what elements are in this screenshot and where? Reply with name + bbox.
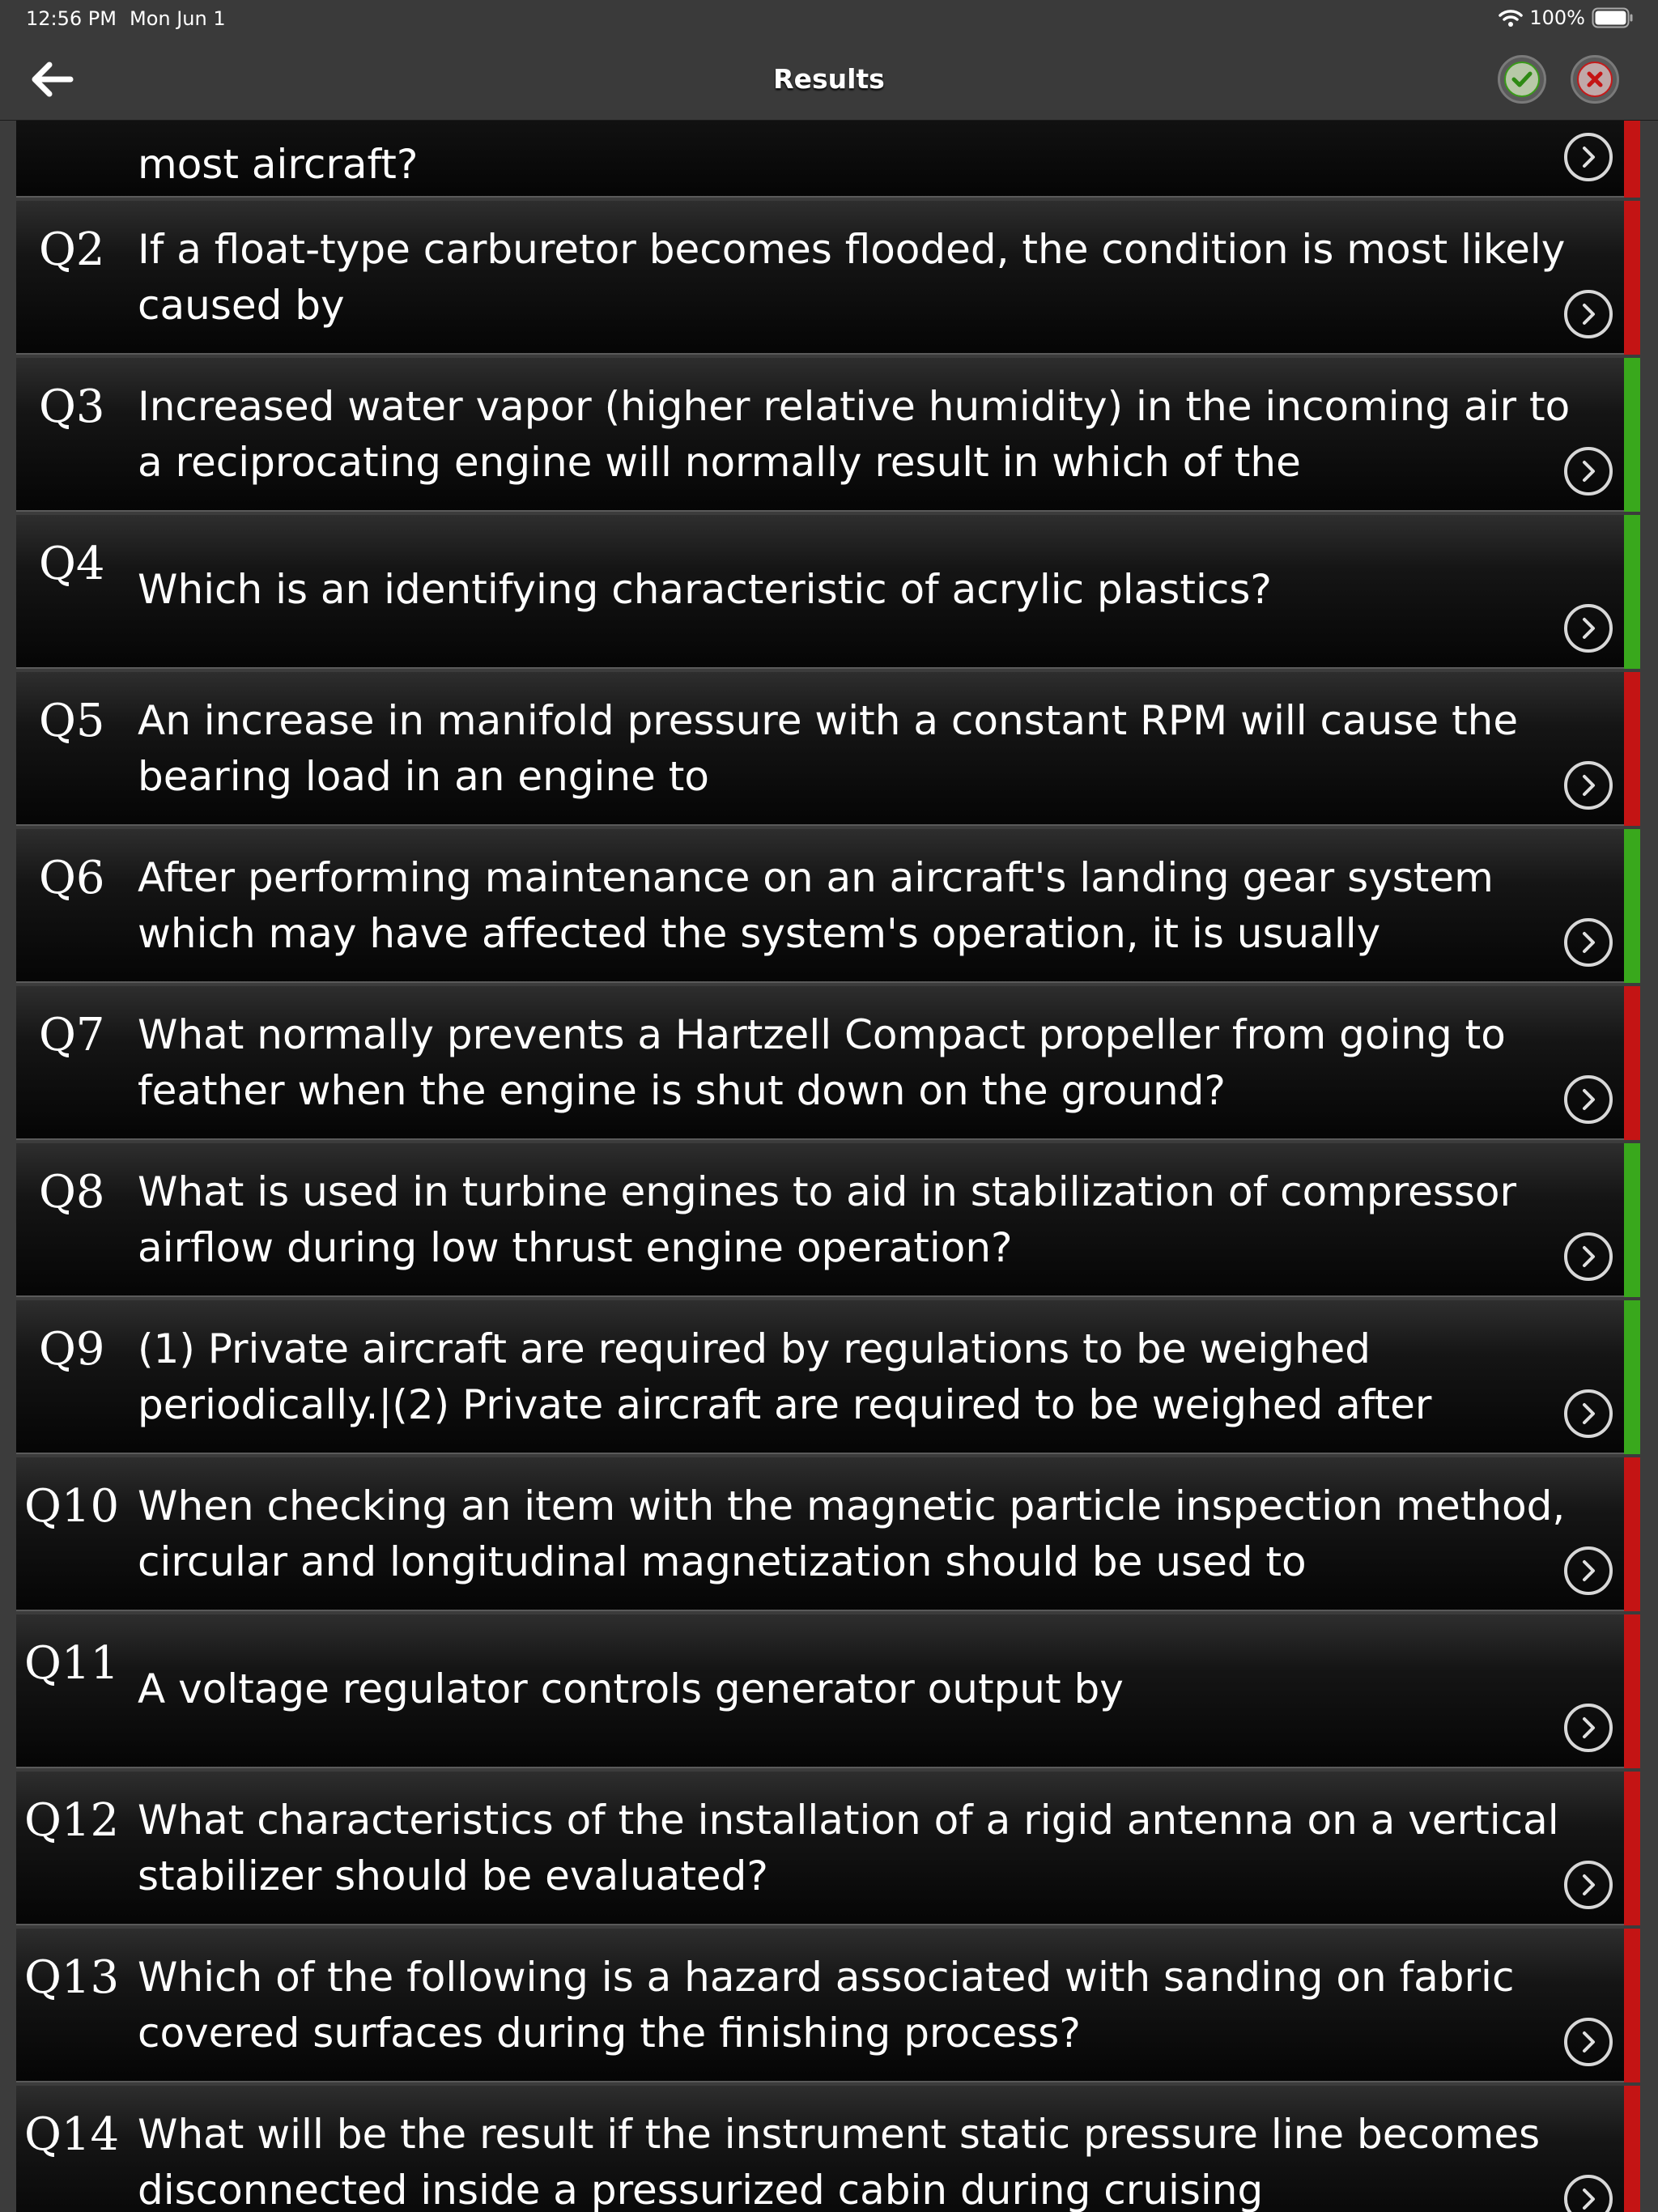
question-number: Q2	[39, 223, 105, 276]
checkmark-icon	[1504, 62, 1540, 97]
incorrect-indicator	[1624, 2086, 1640, 2212]
chevron-right-icon[interactable]	[1564, 761, 1613, 810]
question-text: A voltage regulator controls generator output by	[138, 1665, 1124, 1712]
result-row[interactable]	[16, 358, 1640, 512]
chevron-right-icon[interactable]	[1564, 1232, 1613, 1281]
incorrect-indicator	[1624, 1772, 1640, 1925]
chevron-right-icon[interactable]	[1564, 2175, 1613, 2212]
question-text: What characteristics of the installation of a rigid antenna on a vertical stabilizer should be evaluated?	[138, 1797, 1559, 1899]
chevron-right-icon[interactable]	[1564, 604, 1613, 653]
correct-indicator	[1624, 358, 1640, 512]
navigation-bar	[0, 39, 1658, 121]
show-correct-button[interactable]	[1498, 55, 1546, 104]
result-row[interactable]	[16, 2086, 1640, 2212]
question-text: What will be the result if the instrument static pressure line becomes disconnected inside a pressurized cabin during cruising	[138, 2111, 1541, 2212]
page-title: Results	[773, 63, 885, 95]
chevron-right-icon[interactable]	[1564, 447, 1613, 496]
result-row[interactable]	[16, 1300, 1640, 1454]
question-text: If a float-type carburetor becomes flooded, the condition is most likely caused by	[138, 226, 1566, 329]
status-indicators	[1499, 6, 1634, 29]
question-text: An increase in manifold pressure with a constant RPM will cause the bearing load in an engine to	[138, 697, 1519, 800]
question-number: Q10	[24, 1480, 120, 1533]
question-number: Q6	[39, 852, 105, 904]
question-text: What normally prevents a Hartzell Compact propeller from going to feather when the engine is shut down on the ground?	[138, 1011, 1506, 1114]
result-row[interactable]	[16, 672, 1640, 826]
question-number: Q12	[24, 1794, 120, 1847]
result-row[interactable]	[16, 1614, 1640, 1768]
question-text: Increased water vapor (higher relative humidity) in the incoming air to a reciprocating engine will normally result in which of the	[138, 383, 1571, 486]
result-row[interactable]	[16, 201, 1640, 355]
incorrect-indicator	[1624, 121, 1640, 198]
incorrect-indicator	[1624, 1614, 1640, 1768]
chevron-right-icon[interactable]	[1564, 1704, 1613, 1752]
correct-indicator	[1624, 515, 1640, 669]
results-list[interactable]	[0, 121, 1658, 2212]
x-icon	[1577, 62, 1613, 97]
chevron-right-icon[interactable]	[1564, 133, 1613, 181]
status-bar	[0, 0, 1658, 39]
chevron-right-icon[interactable]	[1564, 1075, 1613, 1124]
chevron-right-icon[interactable]	[1564, 1389, 1613, 1438]
question-number: Q14	[24, 2108, 120, 2161]
result-row[interactable]	[16, 1772, 1640, 1925]
question-text: When checking an item with the magnetic particle inspection method, circular and longitudinal magnetization should be used to	[138, 1482, 1566, 1585]
battery-icon	[1592, 7, 1634, 28]
chevron-right-icon[interactable]	[1564, 918, 1613, 967]
incorrect-indicator	[1624, 672, 1640, 826]
question-number: Q7	[39, 1009, 105, 1061]
question-number: Q3	[39, 381, 105, 433]
question-text: What is used in turbine engines to aid in stabilization of compressor airflow during low thrust engine operation?	[138, 1168, 1517, 1271]
status-time: 12:56 PM	[26, 7, 117, 30]
incorrect-indicator	[1624, 986, 1640, 1140]
correct-indicator	[1624, 1143, 1640, 1297]
result-row[interactable]	[16, 121, 1640, 198]
question-number: Q4	[39, 538, 105, 590]
question-text: most aircraft?	[138, 141, 419, 188]
question-text: After performing maintenance on an aircraft's landing gear system which may have affected the system's operation, it is usually	[138, 854, 1494, 957]
show-incorrect-button[interactable]	[1571, 55, 1619, 104]
result-row[interactable]	[16, 1143, 1640, 1297]
result-row[interactable]	[16, 1457, 1640, 1611]
question-number: Q11	[24, 1637, 120, 1690]
result-row[interactable]	[16, 1929, 1640, 2082]
result-row[interactable]	[16, 829, 1640, 983]
question-text: Which of the following is a hazard associated with sanding on fabric covered surfaces during the finishing process?	[138, 1954, 1515, 2057]
chevron-right-icon[interactable]	[1564, 1861, 1613, 1909]
result-row[interactable]	[16, 515, 1640, 669]
incorrect-indicator	[1624, 1929, 1640, 2082]
result-row[interactable]	[16, 986, 1640, 1140]
chevron-right-icon[interactable]	[1564, 290, 1613, 338]
question-number: Q5	[39, 695, 105, 747]
question-text: (1) Private aircraft are required by regulations to be weighed periodically.|(2) Private aircraft are required to be weighed after	[138, 1325, 1432, 1428]
chevron-right-icon[interactable]	[1564, 2018, 1613, 2066]
question-number: Q9	[39, 1323, 105, 1376]
chevron-right-icon[interactable]	[1564, 1546, 1613, 1595]
correct-indicator	[1624, 829, 1640, 983]
wifi-icon	[1499, 8, 1523, 28]
incorrect-indicator	[1624, 201, 1640, 355]
status-date: Mon Jun 1	[130, 7, 226, 30]
battery-percent: 100%	[1529, 6, 1585, 29]
question-number: Q13	[24, 1951, 120, 2004]
correct-indicator	[1624, 1300, 1640, 1454]
question-text: Which is an identifying characteristic of acrylic plastics?	[138, 566, 1272, 613]
question-number: Q8	[39, 1166, 105, 1219]
incorrect-indicator	[1624, 1457, 1640, 1611]
